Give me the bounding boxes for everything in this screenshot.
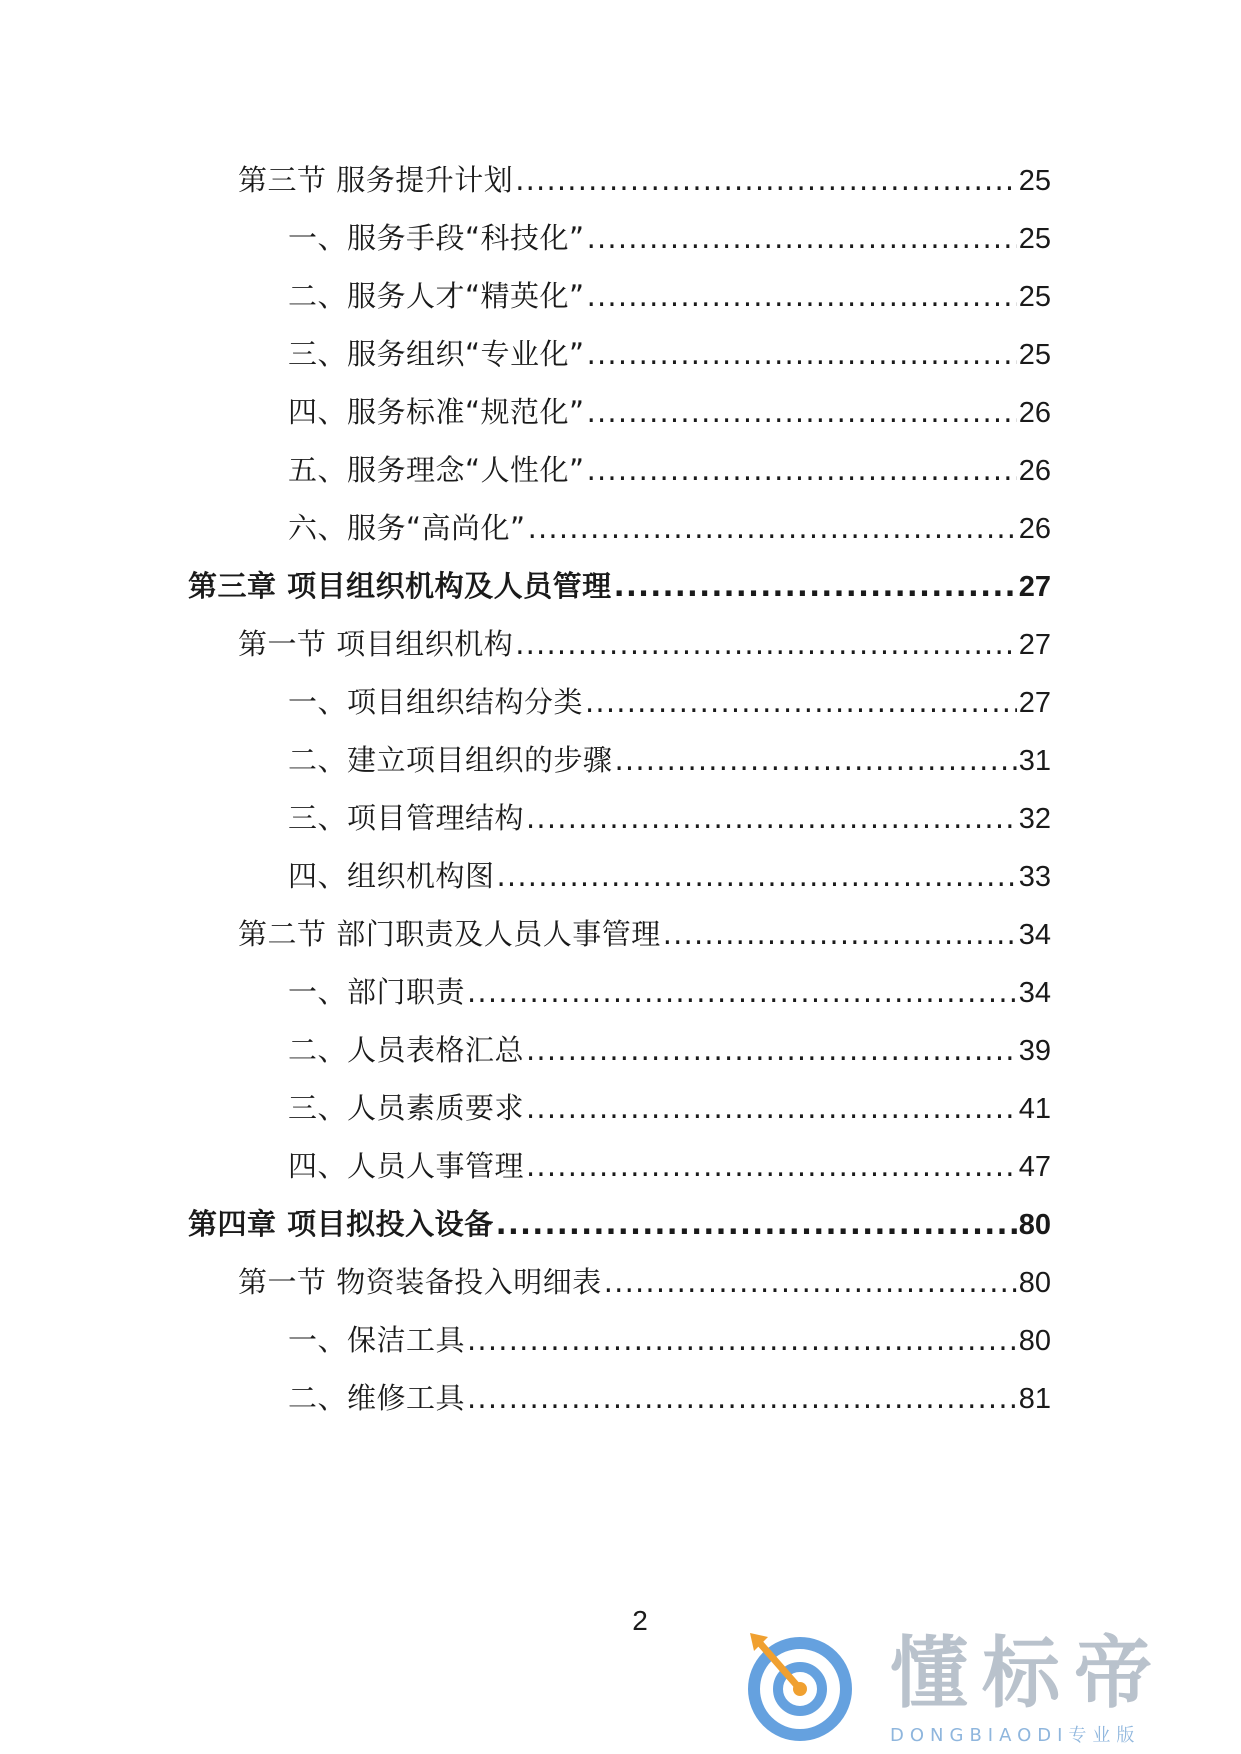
toc-page-number: 26 [1018,455,1051,487]
toc-dot-leader [526,1088,1017,1128]
toc-page-number: 81 [1018,1383,1051,1415]
toc-page-number: 47 [1018,1151,1051,1183]
toc-entry[interactable] [288,450,1051,490]
toc-entry-title: 三、项目管理结构 [288,801,525,835]
toc-dot-leader [526,798,1017,838]
toc-entry-title: 第一节 项目组织机构 [238,627,514,661]
toc-dot-leader [515,624,1017,664]
toc-entry[interactable] [238,160,1051,200]
toc-entry-title: 四、服务标准“规范化” [288,395,585,429]
toc-entry-title: 三、人员素质要求 [288,1091,525,1125]
toc-entry[interactable] [238,914,1051,954]
toc-entry[interactable] [288,682,1051,722]
toc-entry-title: 四、人员人事管理 [288,1149,525,1183]
toc-entry-title: 五、服务理念“人性化” [288,453,585,487]
toc-dot-leader [587,450,1017,490]
toc-page-number: 27 [1018,687,1051,719]
toc-entry[interactable] [288,276,1051,316]
toc-entry-title: 三、服务组织“专业化” [288,337,585,371]
toc-entry-title: 一、保洁工具 [288,1323,466,1357]
toc-entry-title: 第三节 服务提升计划 [238,163,514,197]
toc-entry-title: 第四章 项目拟投入设备 [188,1207,494,1241]
toc-dot-leader [587,334,1017,374]
toc-entry-title: 第一节 物资装备投入明细表 [238,1265,602,1299]
toc-page-number: 33 [1018,861,1051,893]
toc-dot-leader [615,740,1017,780]
toc-entry-title: 一、服务手段“科技化” [288,221,585,255]
toc-page-number: 25 [1018,223,1051,255]
toc-page-number: 25 [1018,281,1051,313]
target-logo-icon [740,1625,860,1745]
toc-page-number: 25 [1018,165,1051,197]
toc-page-number: 80 [1018,1267,1051,1299]
toc-entry-title: 二、服务人才“精英化” [288,279,585,313]
toc-page-number: 80 [1018,1209,1051,1241]
watermark-subtitle: DONGBIAODI专业版 [890,1725,1141,1746]
toc-page-number: 41 [1018,1093,1051,1125]
toc-dot-leader [467,972,1017,1012]
toc-page-number: 27 [1018,571,1051,603]
toc-entry-title: 四、组织机构图 [288,859,495,893]
toc-entry-title: 一、部门职责 [288,975,466,1009]
toc-entry[interactable] [188,566,1051,606]
toc-entry[interactable] [238,624,1051,664]
toc-dot-leader [585,682,1017,722]
toc-entry-title: 第三章 项目组织机构及人员管理 [188,569,612,603]
toc-entry[interactable] [288,508,1051,548]
toc-entry[interactable] [288,740,1051,780]
toc-entry[interactable] [288,798,1051,838]
toc-dot-leader [663,914,1017,954]
toc-entry-title: 二、人员表格汇总 [288,1033,525,1067]
toc-entry[interactable] [288,1030,1051,1070]
toc-entry[interactable] [288,1146,1051,1186]
toc-entry-title: 二、建立项目组织的步骤 [288,743,613,777]
toc-dot-leader [528,508,1017,548]
toc-page-number: 26 [1018,513,1051,545]
toc-dot-leader [526,1146,1017,1186]
toc-page-number: 39 [1018,1035,1051,1067]
toc-entry-title: 六、服务“高尚化” [288,511,526,545]
toc-entry-title: 第二节 部门职责及人员人事管理 [238,917,661,951]
toc-dot-leader [497,856,1017,896]
toc-dot-leader [515,160,1017,200]
toc-page-number: 32 [1018,803,1051,835]
toc-page-number: 34 [1018,919,1051,951]
toc-entry[interactable] [288,1088,1051,1128]
toc-entry[interactable] [288,1378,1051,1418]
brand-watermark [740,1625,1220,1750]
toc-entry-title: 一、项目组织结构分类 [288,685,584,719]
toc-dot-leader [526,1030,1017,1070]
toc-page-number: 26 [1018,397,1051,429]
toc-entry[interactable] [288,334,1051,374]
toc-page-number: 31 [1018,745,1051,777]
toc-entry[interactable] [288,1320,1051,1360]
toc-dot-leader [467,1378,1017,1418]
toc-page-number: 25 [1018,339,1051,371]
toc-page-number: 80 [1018,1325,1051,1357]
toc-dot-leader [614,566,1017,606]
toc-entry[interactable] [288,856,1051,896]
toc-entry[interactable] [188,1204,1051,1244]
toc-entry[interactable] [288,392,1051,432]
toc-dot-leader [587,218,1017,258]
toc-dot-leader [467,1320,1017,1360]
toc-entry-title: 二、维修工具 [288,1381,466,1415]
toc-dot-leader [496,1204,1017,1244]
toc-entry[interactable] [288,218,1051,258]
page-number: 2 [632,1605,648,1636]
watermark-brand: 懂标帝 [890,1629,1167,1719]
toc-dot-leader [587,276,1017,316]
toc-dot-leader [604,1262,1017,1302]
toc-entry[interactable] [238,1262,1051,1302]
toc-page-number: 34 [1018,977,1051,1009]
toc-entry[interactable] [288,972,1051,1012]
toc-page-number: 27 [1018,629,1051,661]
toc-dot-leader [587,392,1017,432]
